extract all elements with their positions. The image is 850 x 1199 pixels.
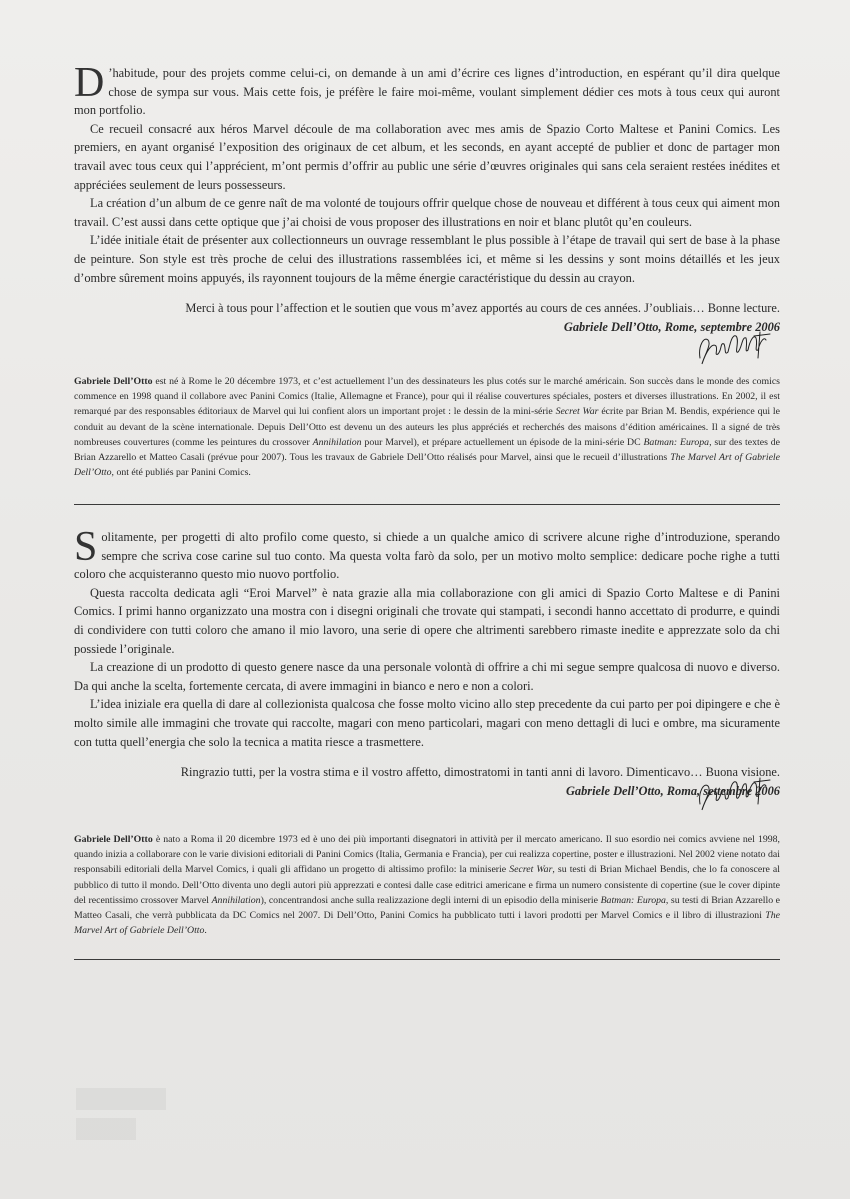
author-signature-icon	[694, 328, 774, 368]
italian-paragraph-1: Solitamente, per progetti di alto profilo come questo, si chiede a un qualche amico di scrivere alcune righe d’introduzione, sperando sempre che scriva cose carine sul tuo conto. Ma questa volta farò da solo, per un motivo molto semplice: dedicare poche righe a tutti coloro che acquisteranno questo mio nuovo portfolio.	[74, 524, 780, 582]
italian-author-bio: Gabriele Dell’Otto è nato a Roma il 20 dicembre 1973 ed è uno dei più importanti disegnatori in attività per il mercato americano. Il suo esordio nei comics avviene nel 1998, quando inizia a collaborare con le varie divisioni editoriali di Panini Comics (Italia, Germania e Francia), per cui realizza copertine, poster e illustrazioni. Nel 2002 viene notato dai responsabili editoriali della Marvel Comics, i quali gli affidano un progetto di altissimo profilo: la miniserie Secret War, su testi di Brian Michael Bendis, che lo fa conoscere al pubblico di tutto il mondo. Dell’Otto diventa uno degli autori più apprezzati e contesi dalle case editrici americane e firma un numero consistente di copertine (sue le cover dipinte del recentissimo crossover Marvel Annihilation), concentrandosi anche sulla realizzazione degli interni di un episodio della miniserie Batman: Europa, su testi di Brian Azzarello e Matteo Casali, che verrà pubblicata da DC Comics nel 2007. Di Dell’Otto, Panini Comics ha pubblicato tutti i lavori prodotti per Marvel Comics e il libro di illustrazioni The Marvel Art of Gabriele Dell’Otto.	[74, 834, 780, 937]
italian-paragraph-2: Questa raccolta dedicata agli “Eroi Marvel” è nata grazie alla mia collaborazione con gli amici di Spazio Corto Maltese e di Panini Comics. I primi hanno organizzato una mostra con i disegni originali che trovate qui stampati, i secondi hanno accettato di produrre, e quindi di condividere con tutti coloro che amano il mio lavoro, una serie di opere che altrimenti sarebbero rimaste inedite e apprezzate solo da chi possiede l’originale.	[74, 585, 780, 656]
french-closing-line: Merci à tous pour l’affection et le soutien que vous m’avez apportés au cours de ces années. J’oubliais… Bonne lecture.	[185, 301, 780, 316]
italian-closing-line: Ringrazio tutti, per la vostra stima e il vostro affetto, dimostratomi in tanti anni di lavoro. Dimenticavo… Buona visione.	[180, 765, 780, 780]
french-paragraph-3: La création d’un album de ce genre naît de ma volonté de toujours offrir quelque chose de nouveau et différent à tous ceux qui aiment mon travail. C’est aussi dans cette optique que j’ai choisi de vous proposer des illustrations en noir et blanc plutôt qu’en couleurs.	[74, 196, 780, 229]
italian-author-dateline: Gabriele Dell’Otto, Roma, settembre 2006	[565, 783, 780, 798]
author-signature-icon	[694, 774, 774, 814]
italian-introduction	[74, 524, 780, 937]
french-paragraph-4: L’idée initiale était de présenter aux collectionneurs un ouvrage ressemblant le plus possible à l’étape de travail qui sert de base à la phase de peinture. Son style est très proche de celui des illustrations rassemblées ici, et même si les dessins y sont moins détaillés et les jeux d’ombre sûrement moins appuyés, ils rayonnent toujours de la même énergie caractéristique du dessin au crayon.	[74, 233, 780, 285]
section-divider	[74, 959, 780, 960]
show-through-shape	[76, 1088, 166, 1144]
italian-paragraph-3: La creazione di un prodotto di questo genere nasce da una personale volontà di offrire a chi mi segue sempre qualcosa di nuovo e diverso. Da qui anche la scelta, fortemente cercata, di avere immagini in bianco e nero e non a colori.	[74, 660, 780, 693]
french-introduction	[74, 60, 781, 479]
french-author-dateline: Gabriele Dell’Otto, Rome, septembre 2006	[563, 319, 780, 334]
french-drop-cap: D	[74, 60, 105, 106]
italian-paragraph-4: L’idea iniziale era quella di dare al collezionista qualcosa che fosse molto vicino allo step precedente da cui parto per poi dipingere e che è molto simile alle immagini che trovate qui raccolte, magari con meno particolari, magari con meno dettagli di luci e ombre, ma sicuramente con tutta quell’energia che solo la tecnica a matita riesce a trasmettere.	[74, 697, 780, 749]
french-paragraph-2: Ce recueil consacré aux héros Marvel découle de ma collaboration avec mes amis de Spazio Corto Maltese et Panini Comics. Les premiers, en ayant organisé l’exposition des originaux de cet album, et les seconds, en ayant accepté de publier et donc de partager mon travail avec tous ceux qui l’apprécient, m’ont permis d’offrir au public une série d’œuvres originales qui sans cela seraient restées inédites et appréciées seulement de leurs possesseurs.	[74, 121, 780, 192]
french-paragraph-1: D ’habitude, pour des projets comme celui-ci, on demande à un ami d’écrire ces lignes d’introduction, en espérant qu’il dira quelque chose de sympa sur vous. Mais cette fois, je préfère le faire moi-même, voulant simplement dédier ces mots à tous ceux qui auront mon portfolio.	[74, 60, 780, 118]
section-divider	[74, 504, 780, 505]
french-author-bio: Gabriele Dell’Otto est né à Rome le 20 décembre 1973, et c’est actuellement l’un des dessinateurs les plus cotés sur le marché américain. Son succès dans le monde des comics commence en 1998 quand il collabore avec Panini Comics (Italie, Allemagne et France), pour qui il réalise couvertures spéciales, posters et diverses illustrations. En 2002, il est remarqué par des responsables éditoriaux de Marvel qui lui confient alors un important projet : le dessin de la mini-série Secret War écrite par Brian M. Bendis, expérience qui le conduit au devant de la scène internationale. Depuis Dell’Otto est devenu un des auteurs les plus appréciés et recherchés des maisons d’édition américaines. Il a signé de très nombreuses couvertures (comme les peintures du crossover Annihilation pour Marvel), et prépare actuellement un épisode de la mini-série DC Batman: Europa, sur des textes de Brian Azzarello et Matteo Casali (prévue pour 2007). Tous les travaux de Gabriele Dell’Otto réalisés pour Marvel, ainsi que le recueil d’illustrations The Marvel Art of Gabriele Dell’Otto, ont été publiés par Panini Comics.	[74, 376, 781, 479]
italian-drop-cap: S	[74, 524, 98, 570]
